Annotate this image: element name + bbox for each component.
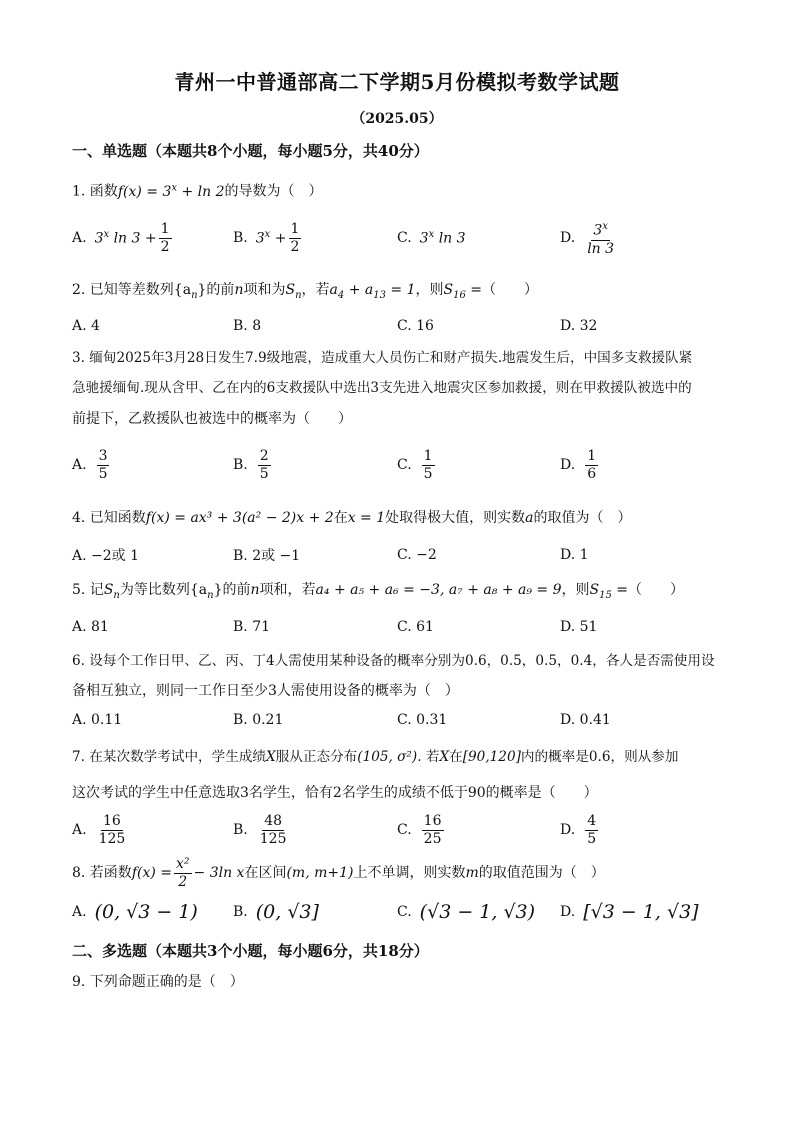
q4-option-c[interactable]: C. −2: [397, 547, 437, 563]
question-3-line-1: 3. 缅甸2025年3月28日发生7.9级地震，造成重大人员伤亡和财产损失.地震发生后，中国多支救援队紧: [72, 350, 693, 366]
q5-condition: a₄ + a₅ + a₆ = −3, a₇ + a₈ + a₉ = 9: [315, 582, 562, 598]
q3-option-a[interactable]: A. $\frac{3}{5}$: [72, 447, 108, 482]
q8-option-d[interactable]: D. [√3 − 1, √3]: [560, 901, 699, 923]
q6-option-a[interactable]: A. 0.11: [72, 712, 123, 728]
q3-option-d[interactable]: D. $\frac{1}{6}$: [560, 447, 597, 482]
q7-option-b[interactable]: B. $\frac{48}{125}$: [233, 812, 287, 847]
question-6-line-1: 6. 设每个工作日甲、乙、丙、丁4人需使用某种设备的概率分别为0.6，0.5，0.5，0.4，各人是否需使用设: [72, 653, 715, 669]
q1-option-b[interactable]: B. $3^x$ + $\frac{1}{2}$: [233, 220, 300, 255]
question-3-line-2: 急驰援缅甸.现从含甲、乙在内的6支救援队中选出3支先进入地震灾区参加救援，则在甲救援队被选中的: [72, 380, 692, 396]
q6-option-b[interactable]: B. 0.21: [233, 712, 284, 728]
question-7-options: [72, 810, 732, 850]
question-2: 2. 已知等差数列$\{a_n\}$的前n项和为$S_n$，若$a_4 + a_{13} = 1$，则$S_{16}$ =（ ）: [72, 282, 539, 301]
q3-option-c[interactable]: C. $\frac{1}{5}$: [397, 447, 433, 482]
question-4: 4. 已知函数f(x) = ax³ + 3(a² − 2)x + 2在x = 1处取得极大值，则实数a的取值为（ ）: [72, 510, 632, 526]
question-4-options: [72, 535, 732, 575]
q1-function: $f(x) = 3^x + \ln 2$: [117, 182, 225, 200]
question-8: 8. 若函数 f(x) = $\frac{\text{x²}}{2}$ − 3ln x 在区间 (m, m+1) 上不单调，则实数 m 的取值范围为（ ）: [72, 855, 605, 890]
q2-option-b[interactable]: B. 8: [233, 318, 262, 334]
page-title: 青州一中普通部高二下学期5月份模拟考数学试题: [174, 70, 620, 94]
q5-option-c[interactable]: C. 61: [397, 619, 434, 635]
q2-option-d[interactable]: D. 32: [560, 318, 598, 334]
question-5: 5. 记$S_n$为等比数列$\{a_n\}$的前n项和，若a₄ + a₅ + a₆ = −3, a₇ + a₈ + a₉ = 9，则$S_{15}$ =（ ）: [72, 582, 685, 601]
question-8-options: [72, 892, 732, 932]
q2-option-c[interactable]: C. 16: [397, 318, 434, 334]
question-6-options: [72, 700, 732, 740]
q5-option-b[interactable]: B. 71: [233, 619, 271, 635]
q5-option-a[interactable]: A. 81: [72, 619, 109, 635]
q1-option-a[interactable]: A. 3$^x$ ln 3 + $\frac{1}{2}$: [72, 220, 170, 255]
q4-option-a[interactable]: A. −2或 1: [72, 548, 140, 564]
q6-option-c[interactable]: C. 0.31: [397, 712, 448, 728]
q8-option-c[interactable]: C. (√3 − 1, √3): [397, 901, 536, 923]
q3-option-b[interactable]: B. $\frac{2}{5}$: [233, 447, 269, 482]
section-multi-choice-heading: 二、多选题（本题共3个小题，每小题6分，共18分）: [72, 942, 429, 960]
section-single-choice-heading: 一、单选题（本题共8个小题，每小题5分，共40分）: [72, 142, 429, 160]
q2-option-a[interactable]: A. 4: [72, 318, 100, 334]
q7-option-a[interactable]: A. $\frac{16}{125}$: [72, 812, 126, 847]
question-2-options: [72, 306, 732, 346]
question-1: 1. 函数$f(x) = 3^x + \ln 2$的导数为（ ）: [72, 182, 323, 200]
q8-option-b[interactable]: B. (0, √3]: [233, 901, 319, 923]
question-7-line-2: 这次考试的学生中任意选取3名学生，恰有2名学生的成绩不低于90的概率是（ ）: [72, 785, 598, 801]
q8-option-a[interactable]: A. (0, √3 − 1): [72, 901, 198, 923]
exam-date: （2025.05）: [351, 111, 443, 127]
q8-fraction: $\frac{\text{x²}}{2}$: [176, 855, 190, 890]
q4-function: f(x) = ax³ + 3(a² − 2)x + 2: [145, 510, 334, 526]
q4-option-b[interactable]: B. 2或 −1: [233, 548, 301, 564]
q5-option-d[interactable]: D. 51: [560, 619, 598, 635]
q7-option-d[interactable]: D. $\frac{4}{5}$: [560, 812, 597, 847]
q6-option-d[interactable]: D. 0.41: [560, 712, 611, 728]
q1-option-c[interactable]: C. 3$^x$ ln 3: [397, 229, 466, 247]
question-6-line-2: 备相互独立，则同一工作日至少3人需使用设备的概率为（ ）: [72, 683, 459, 699]
question-9: 9. 下列命题正确的是（ ）: [72, 974, 244, 990]
question-1-options: [72, 218, 732, 258]
q7-option-c[interactable]: C. $\frac{16}{25}$: [397, 812, 442, 847]
q4-option-d[interactable]: D. 1: [560, 547, 589, 563]
question-5-options: [72, 607, 732, 647]
question-3-line-3: 前提下，乙救援队也被选中的概率为（ ）: [72, 411, 352, 427]
question-3-options: [72, 445, 732, 485]
question-7-line-1: 7. 在某次数学考试中，学生成绩X服从正态分布(105, σ²). 若X在[90,120]内的概率是0.6，则从参加: [72, 749, 679, 765]
q1-option-d[interactable]: D. $\frac{3^x}{\ln 3}$: [560, 218, 618, 258]
